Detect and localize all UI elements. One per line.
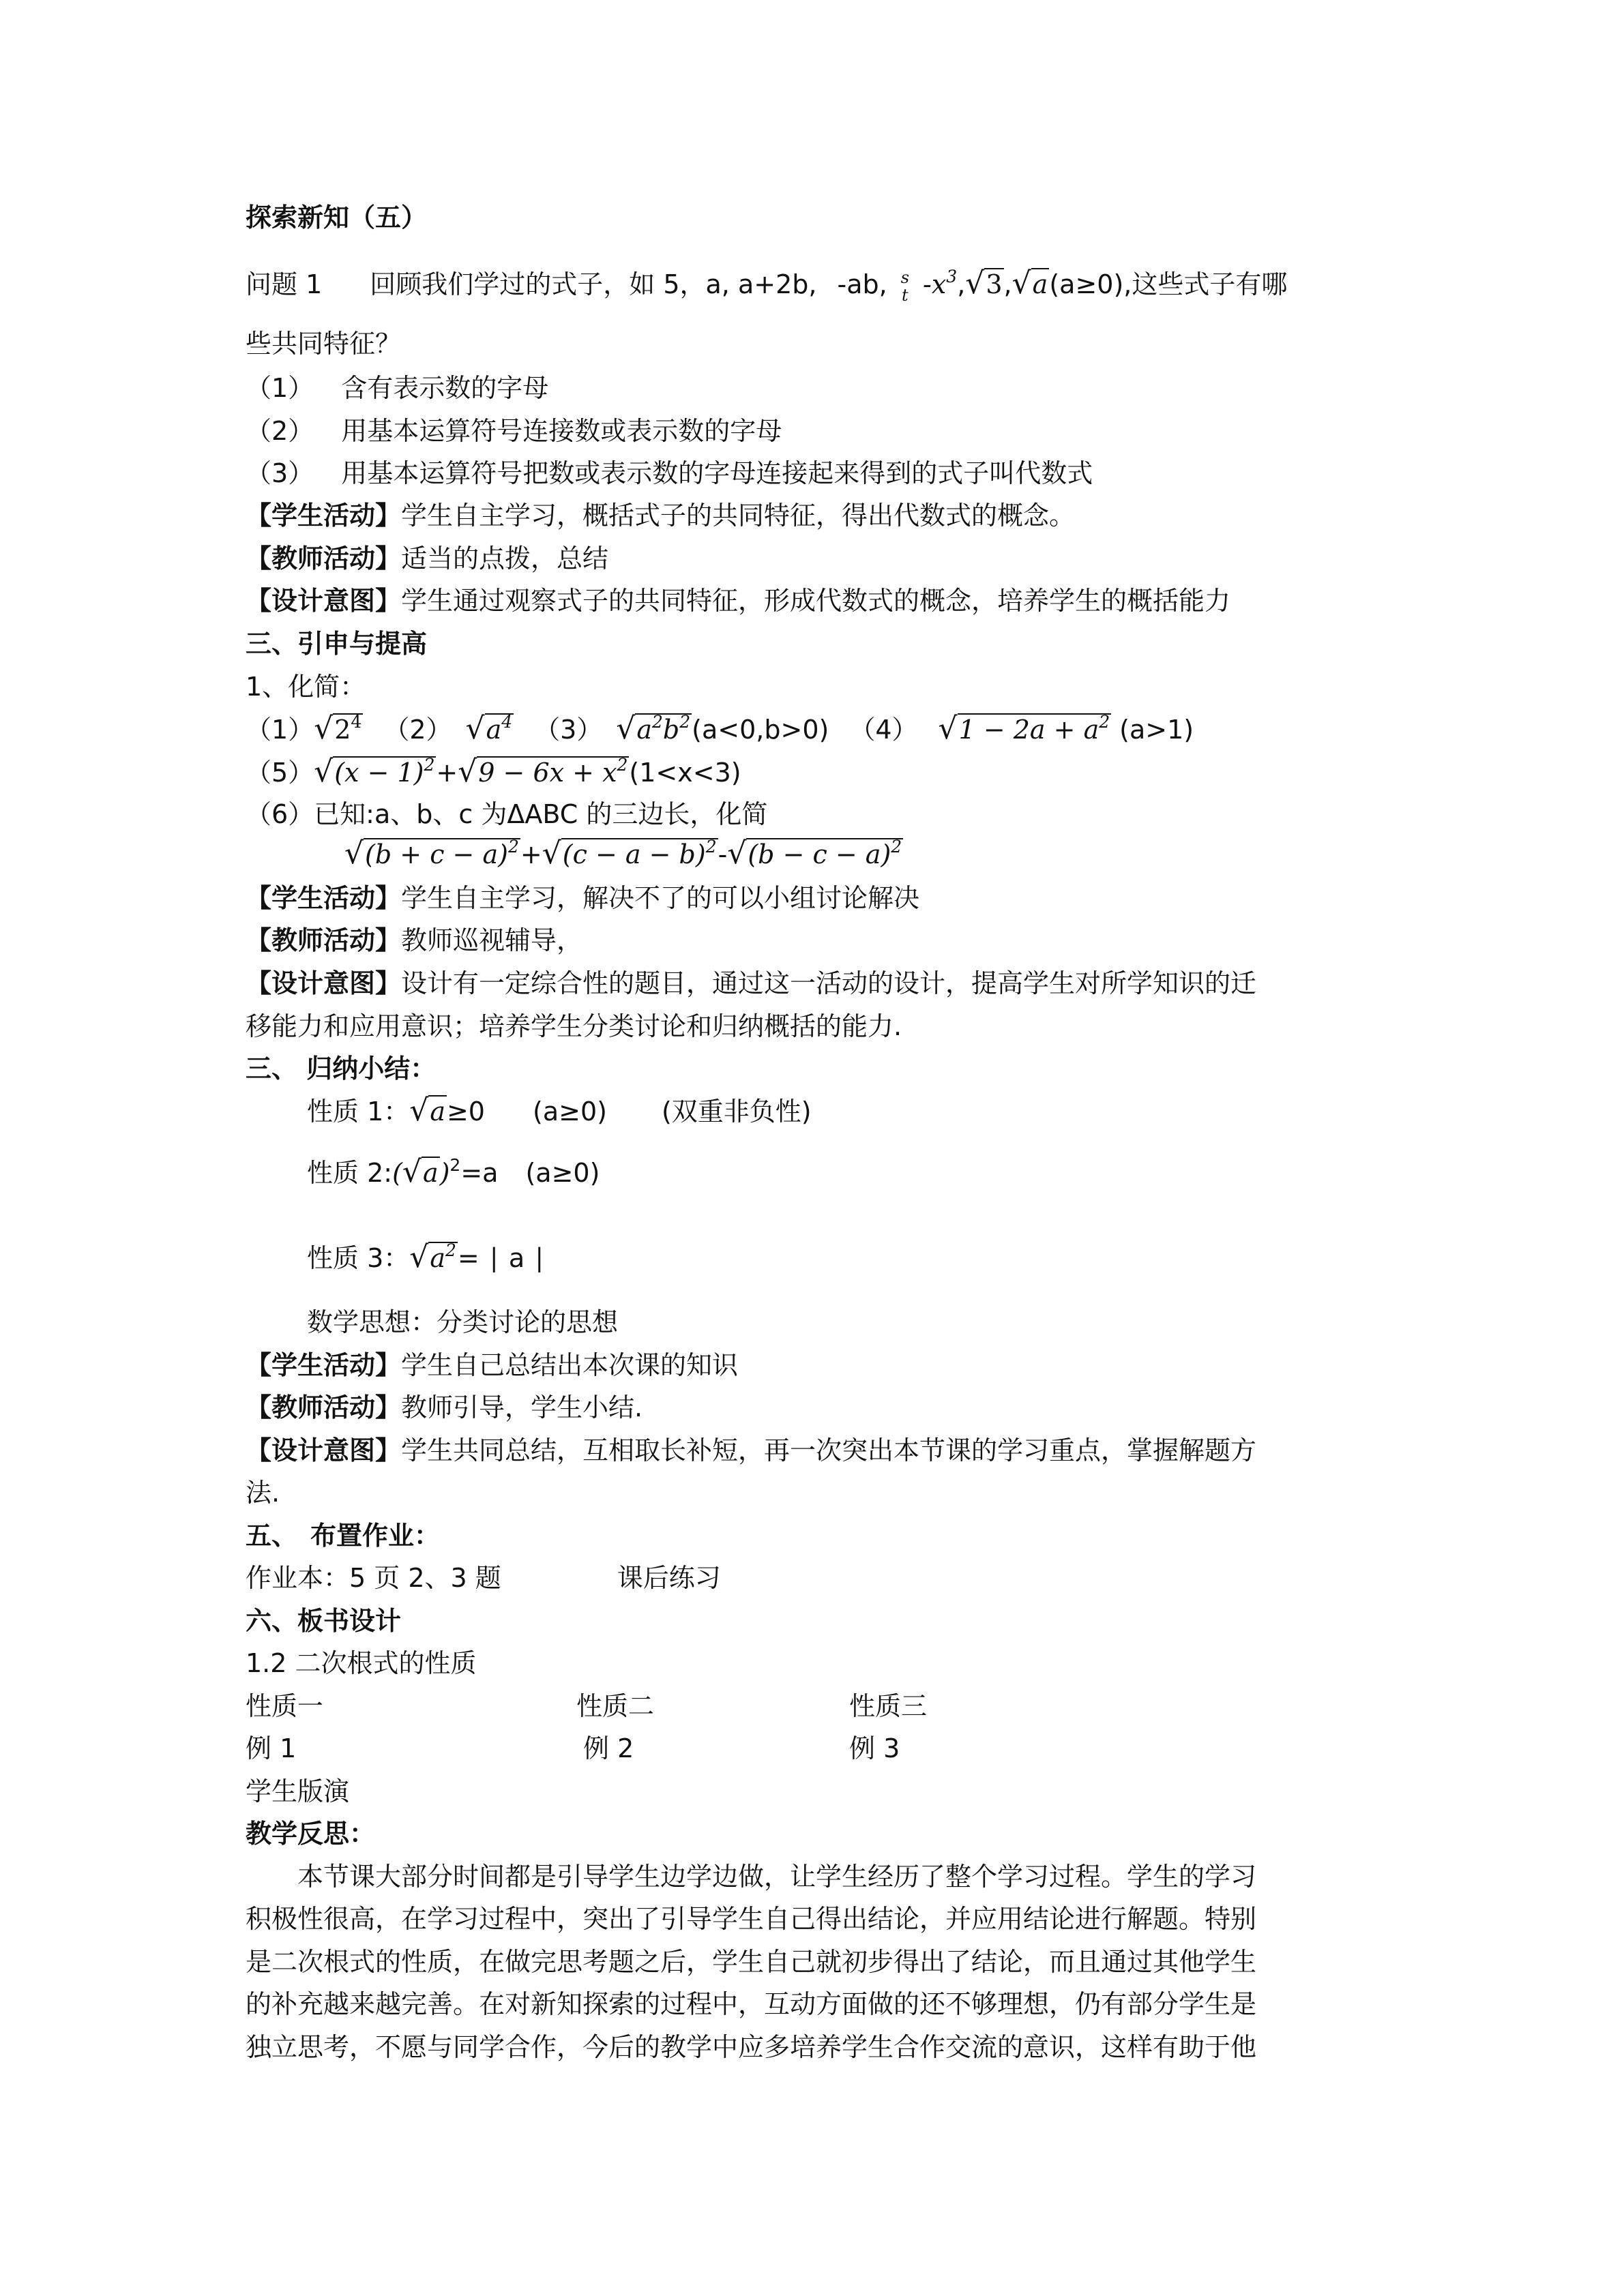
board-cell: 例 2 bbox=[583, 1733, 634, 1763]
teacher-activity-1 bbox=[246, 542, 608, 575]
term: a bbox=[430, 1243, 445, 1273]
teacher-activity-text: 适当的点拨，总结 bbox=[401, 543, 609, 573]
design-intent-2 bbox=[246, 967, 1256, 1000]
radical-sign-icon: √ bbox=[616, 711, 636, 746]
sqrt-a bbox=[409, 1094, 447, 1128]
teacher-activity-text: 教师引导，学生小结. bbox=[401, 1392, 643, 1422]
design-intent-text: 设计有一定综合性的题目，通过这一活动的设计，提高学生对所学知识的迁 bbox=[401, 968, 1257, 998]
board-subtitle: 1.2 二次根式的性质 bbox=[246, 1648, 477, 1678]
reflection-line: 是二次根式的性质，在做完思考题之后，学生自己就初步得出了结论，而且通过其他学生 bbox=[246, 1947, 1257, 1977]
problem-5-label: （5） bbox=[246, 758, 314, 788]
question-1-neg-ab: -ab, bbox=[837, 269, 887, 299]
equals-abs-a: = ∣ a ∣ bbox=[457, 1243, 546, 1273]
tag-teacher-activity: 【教师活动】 bbox=[246, 925, 402, 955]
radical-sign-icon: √ bbox=[938, 711, 958, 746]
property-3 bbox=[307, 1241, 546, 1278]
radical-sign-icon: √ bbox=[727, 836, 747, 871]
design-intent-1 bbox=[246, 584, 1230, 617]
sqrt-a bbox=[1012, 267, 1050, 301]
radical-sign-icon: √ bbox=[314, 754, 334, 789]
exponent: 2 bbox=[424, 755, 435, 775]
term: 9 − 6x + x bbox=[478, 758, 617, 788]
feature-number: （3） bbox=[246, 458, 314, 488]
board-cell: 性质一 bbox=[246, 1691, 324, 1721]
problem-6-expression bbox=[344, 837, 903, 874]
design-intent-text: 学生共同总结，互相取长补短，再一次突出本节课的学习重点，掌握解题方 bbox=[401, 1435, 1257, 1465]
board-design-title: 六、板书设计 bbox=[246, 1606, 402, 1636]
equals-a: =a bbox=[460, 1158, 499, 1188]
student-activity-2 bbox=[246, 882, 919, 914]
tag-student-activity: 【学生活动】 bbox=[246, 883, 402, 913]
teacher-activity-text: 教师巡视辅导， bbox=[401, 925, 583, 955]
term: b bbox=[662, 715, 680, 745]
exponent: 2 bbox=[1099, 712, 1110, 732]
problem-6-term-3 bbox=[727, 837, 903, 874]
term: (b + c − a) bbox=[365, 839, 508, 869]
radical-sign-icon: √ bbox=[458, 754, 477, 789]
tag-design-intent: 【设计意图】 bbox=[246, 1435, 402, 1465]
board-cell: 性质二 bbox=[576, 1691, 655, 1721]
design-intent-text: 学生通过观察式子的共同特征，形成代数式的概念，培养学生的概括能力 bbox=[401, 586, 1231, 616]
problem-3-expression bbox=[616, 713, 692, 749]
student-activity-text: 学生自主学习，解决不了的可以小组讨论解决 bbox=[401, 883, 920, 913]
relation: ≥0 bbox=[446, 1097, 485, 1127]
condition: (1<x<3) bbox=[629, 758, 741, 788]
exponent: 2 bbox=[449, 1155, 461, 1175]
exponent: 2 bbox=[445, 1240, 456, 1260]
radical-sign-icon: √ bbox=[402, 1154, 422, 1189]
problem-2-expression bbox=[466, 713, 514, 749]
board-cell: 例 1 bbox=[246, 1733, 297, 1763]
condition: (a≥0) bbox=[525, 1158, 600, 1188]
student-activity-1 bbox=[246, 499, 1075, 532]
term: a bbox=[430, 1097, 445, 1127]
problem-2-label: （2） bbox=[383, 715, 452, 745]
reflection-line: 积极性很高，在学习过程中，突出了引导学生自己得出结论，并应用结论进行解题。特别 bbox=[246, 1904, 1257, 1934]
exponent: 2 bbox=[652, 712, 663, 732]
question-1-continuation: 些共同特征？ bbox=[246, 329, 402, 359]
feature-text: 含有表示数的字母 bbox=[341, 373, 549, 403]
design-intent-3 bbox=[246, 1434, 1256, 1467]
radical-sign-icon: √ bbox=[542, 836, 561, 871]
board-cell: 性质三 bbox=[849, 1691, 928, 1721]
reflection-line: 独立思考，不愿与同学合作，今后的教学中应多培养学生合作交流的意识，这样有助于他 bbox=[246, 2032, 1257, 2062]
paren-close: ) bbox=[439, 1158, 450, 1188]
neg-x: -x bbox=[923, 269, 947, 299]
exponent: 2 bbox=[507, 837, 519, 856]
feature-number: （2） bbox=[246, 416, 314, 446]
homework-practice: 课后练习 bbox=[617, 1563, 721, 1593]
radical-sign-icon: √ bbox=[1012, 266, 1031, 301]
exponent: 2 bbox=[705, 837, 717, 856]
feature-item bbox=[246, 372, 548, 404]
plus-sign: + bbox=[520, 839, 542, 869]
term: (x − 1) bbox=[334, 758, 424, 788]
plus-sign: + bbox=[436, 758, 458, 788]
tag-design-intent: 【设计意图】 bbox=[246, 968, 402, 998]
property-label: 性质 3： bbox=[307, 1243, 410, 1273]
radical-sign-icon: √ bbox=[344, 836, 364, 871]
fraction-denominator: t bbox=[902, 285, 909, 305]
feature-text: 用基本运算符号连接数或表示数的字母 bbox=[341, 416, 782, 446]
tag-student-activity: 【学生活动】 bbox=[246, 501, 402, 531]
term: (c − a − b) bbox=[562, 839, 706, 869]
feature-item bbox=[246, 415, 782, 447]
condition: (a>1) bbox=[1119, 715, 1194, 745]
simplify-problems-1-4 bbox=[246, 713, 1194, 749]
problem-6-term-2 bbox=[542, 837, 718, 874]
design-intent-3-continued: 法. bbox=[246, 1478, 280, 1508]
reflection-line: 的补充越来越完善。在对新知探索的过程中，互动方面做的还不够理想，仍有部分学生是 bbox=[246, 1989, 1257, 2019]
question-1-text: 回顾我们学过的式子，如 5，a, a+2b, bbox=[370, 269, 817, 299]
student-activity-text: 学生自主学习，概括式子的共同特征，得出代数式的概念。 bbox=[401, 501, 1076, 531]
design-intent-2-continued: 移能力和应用意识；培养学生分类讨论和归纳概括的能力. bbox=[246, 1011, 902, 1041]
math-thought: 数学思想：分类讨论的思想 bbox=[307, 1307, 619, 1337]
paren-open: ( bbox=[392, 1158, 402, 1188]
teacher-activity-2 bbox=[246, 924, 582, 957]
homework-assignment: 作业本：5 页 2、3 题 bbox=[246, 1563, 501, 1593]
board-cell: 例 3 bbox=[849, 1733, 900, 1763]
problem-4-expression bbox=[939, 713, 1112, 749]
neg-x-cubed bbox=[923, 269, 957, 299]
problem-1-expression bbox=[314, 713, 363, 749]
sqrt-a-body: a bbox=[1032, 269, 1048, 299]
property-note: (双重非负性) bbox=[661, 1097, 812, 1127]
section-3-title: 三、引申与提高 bbox=[246, 629, 428, 659]
fraction-numerator: s bbox=[900, 267, 910, 287]
exponent: 2 bbox=[891, 837, 902, 856]
question-1-condition: (a≥0),这些式子有哪 bbox=[1049, 269, 1288, 299]
simplify-problem-5 bbox=[246, 756, 741, 792]
reflection-line: 本节课大部分时间都是引导学生边学边做，让学生经历了整个学习过程。学生的学习 bbox=[246, 1862, 1257, 1892]
summary-title: 三、 归纳小结： bbox=[246, 1054, 437, 1084]
property-2 bbox=[307, 1156, 600, 1193]
board-student-demo: 学生版演 bbox=[246, 1776, 350, 1806]
exponent: 2 bbox=[617, 755, 628, 775]
feature-number: （1） bbox=[246, 373, 314, 403]
tag-student-activity: 【学生活动】 bbox=[246, 1350, 402, 1380]
term: a bbox=[636, 715, 653, 745]
homework-title: 五、 布置作业： bbox=[246, 1521, 441, 1551]
radical-sign-icon: √ bbox=[465, 711, 485, 746]
term: (b − c − a) bbox=[748, 839, 891, 869]
base: 2 bbox=[334, 715, 351, 745]
simplify-problem-6: （6）已知:a、b、c 为ΔABC 的三边长，化简 bbox=[246, 799, 768, 829]
separator: , bbox=[1003, 269, 1012, 299]
problem-5-term-2 bbox=[458, 756, 629, 792]
property-label: 性质 1： bbox=[307, 1097, 410, 1127]
sqrt-3 bbox=[965, 267, 1003, 301]
reflection-title: 教学反思： bbox=[246, 1819, 376, 1849]
radical-sign-icon: √ bbox=[314, 711, 334, 746]
sqrt-a-squared bbox=[409, 1241, 458, 1278]
tag-design-intent: 【设计意图】 bbox=[246, 586, 402, 616]
radical-sign-icon: √ bbox=[965, 266, 985, 301]
student-activity-3 bbox=[246, 1349, 738, 1382]
property-label: 性质 2: bbox=[307, 1158, 393, 1188]
problem-4-label: （4） bbox=[849, 715, 918, 745]
radical-sign-icon: √ bbox=[409, 1240, 429, 1274]
condition: (a≥0) bbox=[533, 1097, 607, 1127]
fraction-s-over-t bbox=[901, 269, 909, 304]
teacher-activity-3 bbox=[246, 1391, 643, 1424]
minus-sign: - bbox=[718, 839, 728, 869]
feature-item bbox=[246, 457, 1093, 490]
question-1-label: 问题 1 bbox=[246, 269, 323, 299]
sqrt-3-body: 3 bbox=[986, 269, 1003, 299]
exponent-3: 3 bbox=[946, 267, 958, 286]
feature-text: 用基本运算符号把数或表示数的字母连接起来得到的式子叫代数式 bbox=[341, 458, 1093, 488]
student-activity-text: 学生自己总结出本次课的知识 bbox=[401, 1350, 739, 1380]
exponent: 2 bbox=[679, 712, 691, 732]
sqrt-a bbox=[402, 1156, 440, 1189]
problem-1-label: （1） bbox=[246, 715, 314, 745]
tag-teacher-activity: 【教师活动】 bbox=[246, 543, 402, 573]
exponent: 4 bbox=[501, 712, 513, 732]
exponent: 4 bbox=[351, 712, 362, 732]
term: 1 − 2a + a bbox=[958, 715, 1099, 745]
base: a bbox=[486, 715, 502, 745]
separator: , bbox=[957, 269, 966, 299]
problem-5-term-1 bbox=[314, 756, 436, 792]
condition: (a<0,b>0) bbox=[692, 715, 829, 745]
tag-teacher-activity: 【教师活动】 bbox=[246, 1392, 402, 1422]
homework-line bbox=[246, 1562, 721, 1594]
radical-sign-icon: √ bbox=[409, 1093, 429, 1128]
problem-6-term-1 bbox=[344, 837, 520, 874]
problem-3-label: （3） bbox=[534, 715, 603, 745]
term: a bbox=[422, 1158, 439, 1188]
simplify-title: 1、化简： bbox=[246, 672, 366, 702]
property-1 bbox=[307, 1094, 812, 1128]
question-1-line bbox=[246, 267, 1287, 304]
heading-explore: 探索新知（五） bbox=[246, 203, 428, 233]
